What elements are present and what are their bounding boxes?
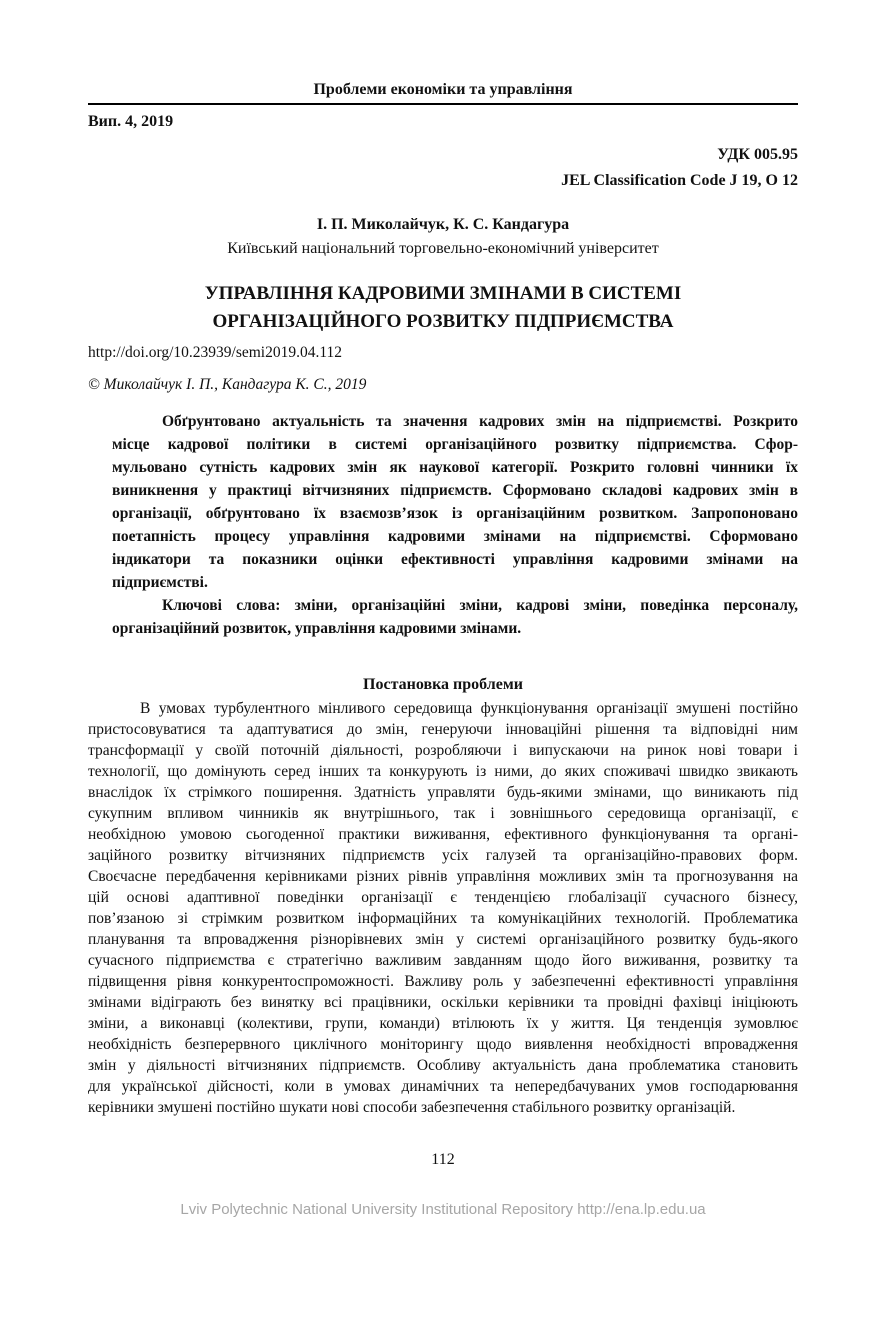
text-line: сукупним впливом чинників як внутрішнього, так і зовнішнього середовища організації, є — [88, 805, 798, 822]
text-line: змінами відіграють без винятку всі працівники, оскільки керівники та провідні фахівці ініціюють — [88, 994, 798, 1011]
text-line: пристосовуватися та адаптуватися до змін, генеруючи інноваційні рішення та відповідні ним — [88, 721, 798, 738]
text-line: В умовах турбулентного мінливого середовища функціонування організації змушені постійно — [140, 700, 798, 717]
text-line: трансформації у своїй поточній діяльності, розробляючи і випускаючи на ринок нові товари і — [88, 742, 798, 759]
page-content — [88, 80, 798, 1220]
journal-header-title: Проблеми економіки та управління — [313, 81, 573, 98]
issue-label: Вип. 4, 2019 — [88, 113, 174, 130]
jel-code: JEL Classification Code J 19, O 12 — [561, 172, 798, 189]
text-line: підприємстві. — [112, 574, 208, 591]
text-line: для української дійсності, коли в умовах динамічних та непередбачуваних умов господарювання — [88, 1078, 798, 1095]
authors-line: І. П. Миколайчук, К. С. Кандагура — [316, 216, 570, 233]
text-line: заційного розвитку вітчизняних підприємств усіх галузей та організаційно-правових форм. — [88, 847, 798, 864]
text-line: технології, що домінують серед інших та конкурують із ними, до яких споживачі швидко звикають — [88, 763, 798, 780]
section-heading: Постановка проблеми — [363, 676, 523, 693]
text-line: організаційний розвиток, управління кадровими змінами. — [112, 620, 522, 637]
text-line: виникнення у практиці вітчизняних підприємств. Сформовано складові кадрових змін в — [112, 482, 798, 499]
text-line: Ключові слова: зміни, організаційні зміни, кадрові зміни, поведінка персоналу, — [162, 597, 798, 614]
article-title — [88, 280, 798, 336]
text-line: внаслідок їх стрімкого поширення. Здатність управляти будь-якими змінами, що виникають під — [88, 784, 798, 801]
text-line: Своєчасне передбачення керівниками різних рівнів управління можливих змін та прогнозування на — [88, 868, 798, 885]
text-line: Обґрунтовано актуальність та значення кадрових змін на підприємстві. Розкрито — [162, 413, 798, 430]
text-line: змін у діяльності вітчизняних підприємств. Особливу актуальність дана проблематика становить — [88, 1057, 798, 1074]
page-number: 112 — [431, 1151, 455, 1168]
affiliation-line: Київський національний торговельно-економічний університет — [227, 240, 659, 257]
text-line: необхідність безперервного циклічного моніторингу щодо виявлення необхідності впровадження — [88, 1036, 798, 1053]
text-line: організації, обґрунтовано їх взаємозв’язок із організаційним розвитком. Запропоновано — [112, 505, 798, 522]
text-line: підвищення рівня конкурентоспроможності. Важливу роль у забезпеченні ефективності управління — [88, 973, 798, 990]
doi-text: http://doi.org/10.23939/semi2019.04.112 — [88, 344, 343, 361]
copyright-line: © Миколайчук І. П., Кандагура К. С., 2019 — [88, 376, 367, 393]
text-line: поетапність процесу управління кадровими змінами на підприємстві. Сформовано — [112, 528, 798, 545]
header-rule — [88, 103, 798, 105]
repository-footer: Lviv Polytechnic National University Institutional Repository http://ena.lp.edu.ua — [180, 1201, 706, 1218]
udk-code: УДК 005.95 — [717, 146, 798, 163]
text-line: керівники змушені постійно шукати нові способи забезпечення стабільного розвитку організацій. — [88, 1099, 736, 1116]
text-line: цій основі адаптивної поведінки організації є тенденцією глобалізації сучасного бізнесу, — [88, 889, 798, 906]
text-line: зміни, а виконавці (колективи, групи, команди) втілюють їх у життя. Ця тенденція зумовлює — [88, 1015, 798, 1032]
text-line: необхідною умовою сьогоденної практики виживання, ефективного функціонування та органі- — [88, 826, 798, 843]
abstract-paragraph — [112, 410, 798, 594]
article-title-line2: ОРГАНІЗАЦІЙНОГО РОЗВИТКУ ПІДПРИЄМСТВА — [212, 311, 674, 332]
text-line: планування та впровадження різнорівневих змін у системі організаційного розвитку будь-якого — [88, 931, 798, 948]
document-page — [0, 80, 876, 1220]
keywords-paragraph — [112, 594, 798, 640]
text-line: місце кадрової політики в системі організаційного розвитку підприємства. Сфор- — [112, 436, 798, 453]
text-line: індикатори та показники оцінки ефективності управління кадровими змінами на — [112, 551, 798, 568]
text-line: мульовано сутність кадрових змін як наукової категорії. Розкрито головні чинники їх — [112, 459, 798, 476]
article-title-line1: УПРАВЛІННЯ КАДРОВИМИ ЗМІНАМИ В СИСТЕМІ — [204, 283, 682, 304]
body-paragraph — [88, 698, 798, 1118]
text-line: пов’язаною зі стрімким розвитком інформаційних та комунікаційних технологій. Проблематика — [88, 910, 798, 927]
text-line: сучасного підприємства є стратегічно важливим завданням щодо його виживання, розвитку та — [88, 952, 798, 969]
